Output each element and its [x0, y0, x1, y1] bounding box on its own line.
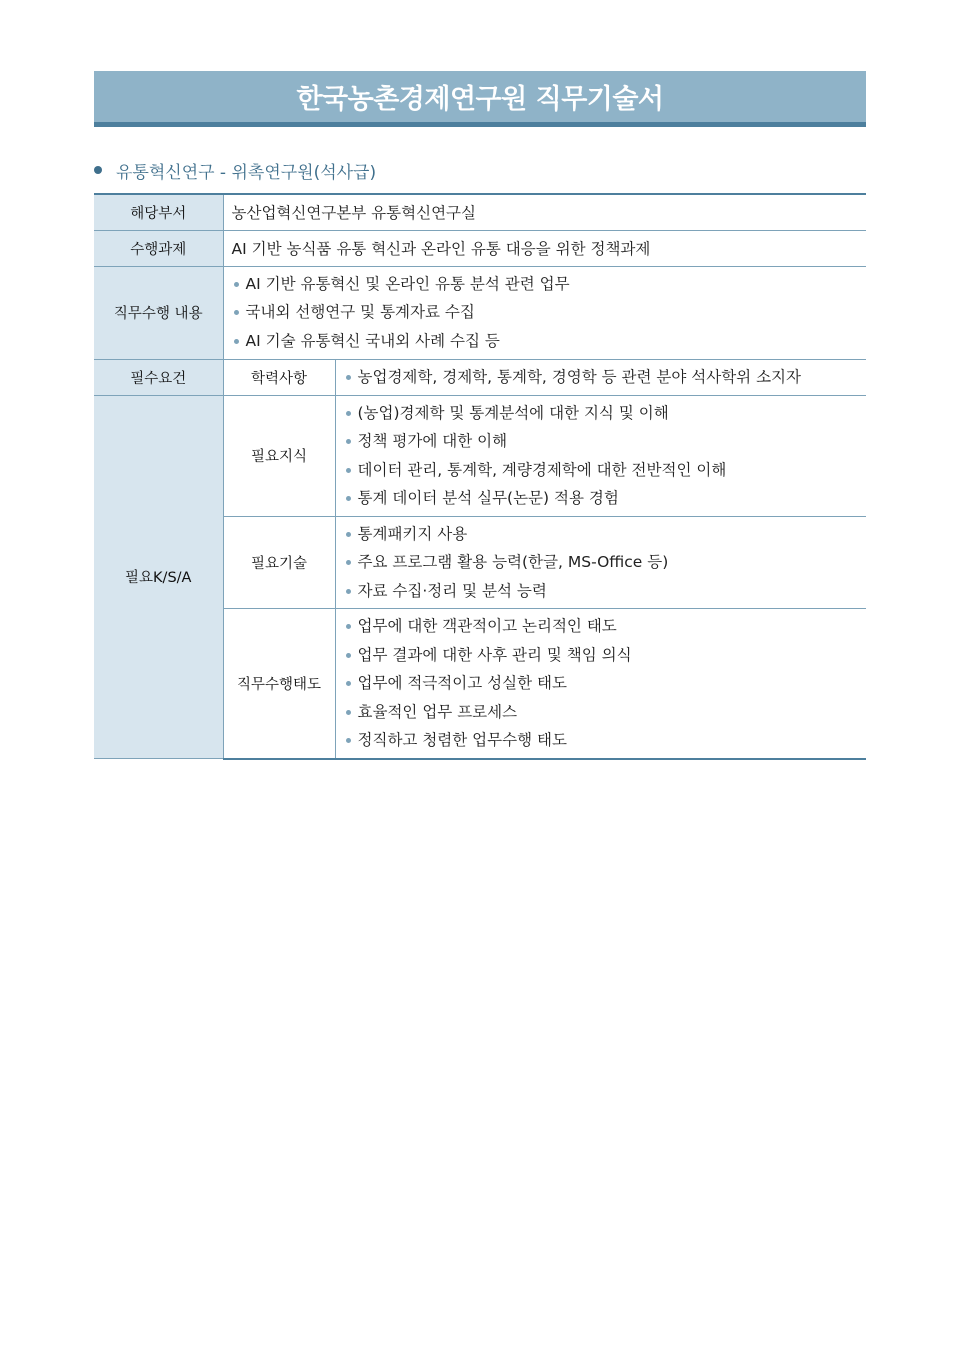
section-subtitle [94, 157, 376, 183]
row-duty [94, 266, 866, 359]
ksa-label: 필요K/S/A [94, 395, 223, 759]
task-value: AI 기반 농식품 유통 혁신과 온라인 유통 대응을 위한 정책과제 [223, 230, 866, 266]
duty-list [232, 267, 859, 359]
task-label: 수행과제 [94, 230, 223, 266]
row-knowledge [94, 395, 866, 516]
list-item: 주요 프로그램 활용 능력(한글, MS-Office 등) [344, 548, 859, 577]
skill-cell [335, 516, 866, 609]
list-item: 국내외 선행연구 및 통계자료 수집 [232, 298, 859, 327]
skill-label: 필요기술 [223, 516, 335, 609]
edu-list [344, 360, 859, 395]
list-item: 통계 데이터 분석 실무(논문) 적용 경험 [344, 484, 859, 513]
attitude-label: 직무수행태도 [223, 609, 335, 759]
skill-list [344, 517, 859, 609]
title-banner [94, 71, 866, 127]
knowledge-cell [335, 395, 866, 516]
attitude-cell [335, 609, 866, 759]
subtitle-text: 유통혁신연구 - 위촉연구원(석사급) [116, 162, 377, 183]
edu-cell [335, 359, 866, 395]
row-requirement [94, 359, 866, 395]
list-item: 데이터 관리, 통계학, 계량경제학에 대한 전반적인 이해 [344, 456, 859, 485]
list-item: 자료 수집·정리 및 분석 능력 [344, 577, 859, 606]
duty-cell [223, 266, 866, 359]
row-department [94, 194, 866, 230]
list-item: 정직하고 청렴한 업무수행 태도 [344, 726, 859, 755]
dept-label: 해당부서 [94, 194, 223, 230]
dept-value: 농산업혁신연구본부 유통혁신연구실 [223, 194, 866, 230]
knowledge-label: 필요지식 [223, 395, 335, 516]
page-title: 한국농촌경제연구원 직무기술서 [296, 84, 664, 115]
list-item: (농업)경제학 및 통계분석에 대한 지식 및 이해 [344, 399, 859, 428]
list-item: 업무 결과에 대한 사후 관리 및 책임 의식 [344, 641, 859, 670]
row-task [94, 230, 866, 266]
list-item: 업무에 대한 객관적이고 논리적인 태도 [344, 612, 859, 641]
list-item: AI 기반 유통혁신 및 온라인 유통 분석 관련 업무 [232, 270, 859, 299]
bullet-dot-icon [94, 166, 102, 174]
list-item: 효율적인 업무 프로세스 [344, 698, 859, 727]
req-label: 필수요건 [94, 359, 223, 395]
list-item: AI 기술 유통혁신 국내외 사례 수집 등 [232, 327, 859, 356]
list-item: 정책 평가에 대한 이해 [344, 427, 859, 456]
duty-label: 직무수행 내용 [94, 266, 223, 359]
job-description-table [94, 193, 866, 760]
list-item: 통계패키지 사용 [344, 520, 859, 549]
knowledge-list [344, 396, 859, 516]
list-item: 업무에 적극적이고 성실한 태도 [344, 669, 859, 698]
list-item: 농업경제학, 경제학, 통계학, 경영학 등 관련 분야 석사학위 소지자 [344, 363, 859, 392]
attitude-list [344, 609, 859, 758]
edu-label: 학력사항 [223, 359, 335, 395]
